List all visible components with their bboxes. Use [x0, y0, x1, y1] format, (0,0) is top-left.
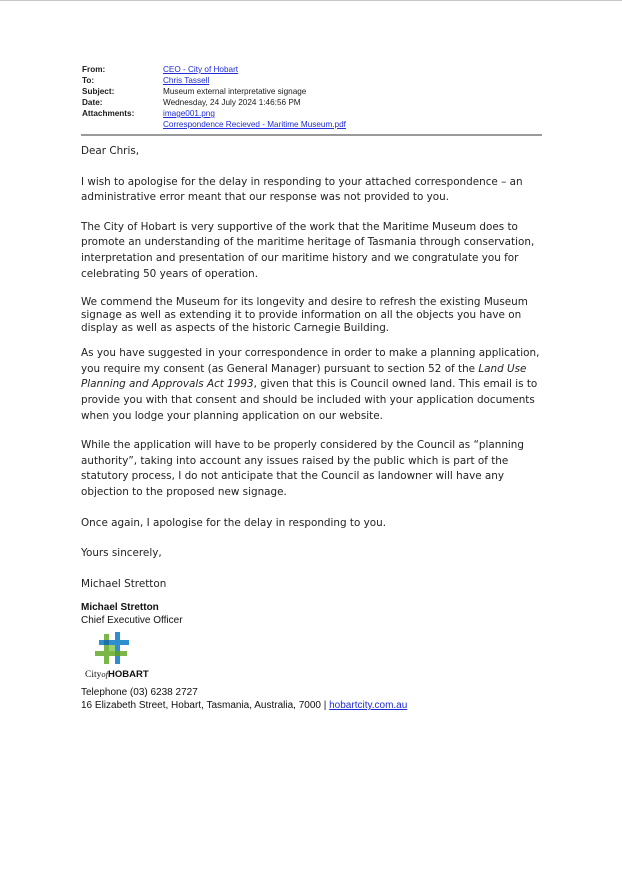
paragraph-apology: I wish to apologise for the delay in responding to your attached correspondence – an administrative error meant that our response was not provided to you.: [81, 175, 523, 204]
attachments-label: Attachments:: [82, 109, 135, 118]
attachment-link-pdf[interactable]: Correspondence Recieved - Maritime Museum.pdf: [163, 120, 346, 129]
act-name: Land Use Planning and Approvals Act 1993: [81, 362, 527, 391]
address-line: 16 Elizabeth Street, Hobart, Tasmania, Australia, 7000 | hobartcity.com.au: [81, 700, 408, 711]
from-link[interactable]: CEO - City of Hobart: [163, 65, 239, 74]
subject-label: Subject:: [82, 87, 115, 96]
closing: Yours sincerely,: [81, 547, 162, 560]
to-link[interactable]: Chris Tassell: [163, 76, 210, 85]
to-row: [82, 75, 542, 86]
paragraph-commend: We commend the Museum for its longevity and desire to refresh the existing Museum signage as well as extending it to provide information on all the objects you have on display as well as aspects of the historic Carnegie Building.: [81, 296, 528, 335]
from-row: [82, 64, 542, 75]
hobart-logo-mark-icon: [85, 632, 141, 668]
signature-name: Michael Stretton: [81, 602, 159, 613]
date-row: [82, 97, 542, 108]
to-label: To:: [82, 76, 95, 85]
subject-row: [82, 86, 542, 97]
city-of-hobart-logo: [85, 632, 165, 682]
attachments-row: [82, 108, 542, 130]
paragraph-application: While the application will have to be properly considered by the Council as “planning authority”, taking into account any issues raised by the public which is part of the statutory process, I do not anticipate that the Council as landowner will have any objection to the proposed new signage.: [81, 439, 524, 498]
attachment-link-image[interactable]: image001.png: [163, 109, 215, 118]
website-link[interactable]: hobartcity.com.au: [329, 700, 408, 711]
header-divider: [81, 134, 542, 136]
logo-wordmark: CityofHOBART: [85, 669, 149, 680]
from-label: From:: [82, 65, 106, 74]
paragraph-consent: As you have suggested in your correspondence in order to make a planning application, you require my consent (as General Manager) pursuant to section 52 of the Land Use Planning and Approvals Act 1993, given that this is Council owned land. This email is to provide you with that consent and should be included with your application documents when you lodge your planning application on our website.: [81, 347, 540, 422]
subject-value: Museum external interpretative signage: [163, 87, 307, 96]
paragraph-support: The City of Hobart is very supportive of the work that the Maritime Museum does to promote an understanding of the maritime heritage of Tasmania through conservation, interpretation and presentation of our maritime history and we congratulate you for celebrating 50 years of operation.: [81, 220, 535, 280]
date-label: Date:: [82, 98, 103, 107]
date-value: Wednesday, 24 July 2024 1:46:56 PM: [163, 98, 301, 107]
paragraph-again: Once again, I apologise for the delay in responding to you.: [81, 516, 387, 529]
telephone: Telephone (03) 6238 2727: [81, 687, 198, 698]
email-header: [82, 64, 542, 130]
signoff-name: Michael Stretton: [81, 577, 167, 590]
signature-title: Chief Executive Officer: [81, 614, 183, 626]
signature-block: [81, 602, 183, 627]
greeting: Dear Chris,: [81, 145, 140, 157]
top-border-line: [0, 0, 622, 1]
contact-details: [81, 686, 407, 712]
email-body: [81, 144, 543, 592]
